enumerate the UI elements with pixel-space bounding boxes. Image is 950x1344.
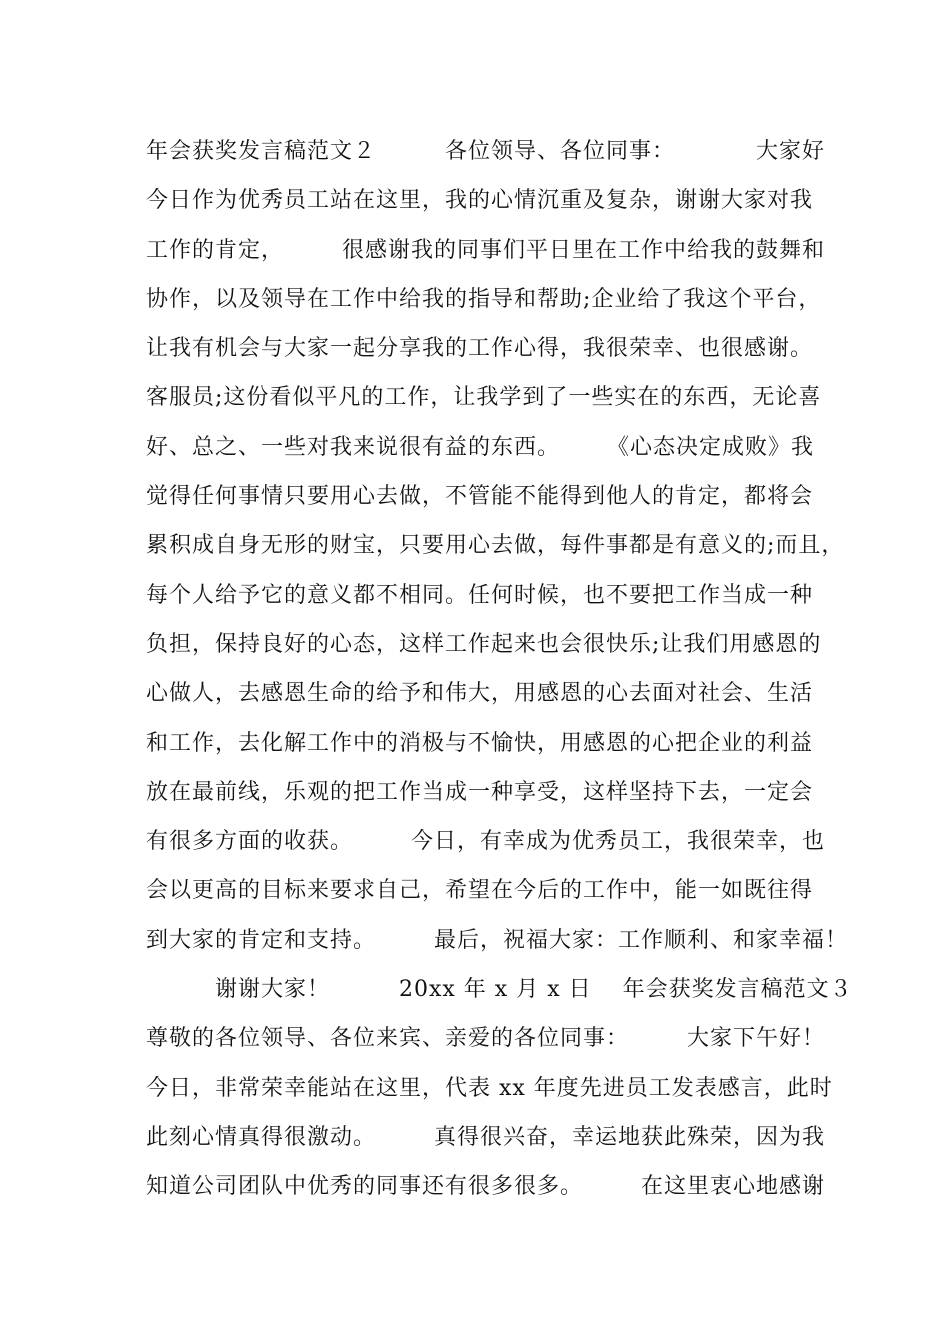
text-line: 放在最前线，乐观的把工作当成一种享受，这样坚持下去，一定会	[146, 779, 814, 805]
text-line: 累积成自身无形的财宝，只要用心去做，每件事都是有意义的;而且，	[146, 533, 845, 559]
text-line: 心做人，去感恩生命的给予和伟大，用感恩的心去面对社会、生活	[146, 681, 814, 707]
text-line: 谢谢大家！ 20xx 年 x 月 x 日 年会获奖发言稿范文３	[146, 977, 853, 1003]
text-line: 尊敬的各位领导、各位来宾、亲爱的各位同事： 大家下午好！	[146, 1026, 826, 1052]
text-line: 好、总之、一些对我来说很有益的东西。 《心态决定成败》我	[146, 434, 815, 460]
text-line: 此刻心情真得很激动。 真得很兴奋，幸运地获此殊荣，因为我	[146, 1124, 826, 1150]
text-line: 今日，非常荣幸能站在这里，代表 xx 年度先进员工发表感言，此时	[146, 1075, 833, 1101]
text-line: 负担，保持良好的心态，这样工作起来也会很快乐;让我们用感恩的	[146, 631, 822, 657]
text-line: 每个人给予它的意义都不相同。任何时候，也不要把工作当成一种	[146, 582, 814, 608]
document-body	[146, 132, 853, 1217]
text-line: 到大家的肯定和支持。 最后，祝福大家：工作顺利、和家幸福！	[146, 927, 849, 953]
text-line: 年会获奖发言稿范文２ 各位领导、各位同事： 大家好	[146, 139, 826, 164]
text-line: 今日作为优秀员工站在这里，我的心情沉重及复杂，谢谢大家对我	[146, 188, 814, 214]
text-line: 有很多方面的收获。 今日，有幸成为优秀员工，我很荣幸，也	[146, 829, 826, 855]
text-line: 和工作，去化解工作中的消极与不愉快，用感恩的心把企业的利益	[146, 730, 814, 756]
text-line: 客服员;这份看似平凡的工作，让我学到了一些实在的东西，无论喜	[146, 385, 822, 411]
text-line: 知道公司团队中优秀的同事还有很多很多。 在这里衷心地感谢	[146, 1174, 826, 1200]
text-line: 工作的肯定， 很感谢我的同事们平日里在工作中给我的鼓舞和	[146, 237, 826, 263]
text-line: 觉得任何事情只要用心去做，不管能不能得到他人的肯定，都将会	[146, 484, 814, 510]
text-line: 会以更高的目标来要求自己，希望在今后的工作中，能一如既往得	[146, 878, 814, 904]
text-line: 协作，以及领导在工作中给我的指导和帮助;企业给了我这个平台，	[146, 286, 822, 312]
text-line: 让我有机会与大家一起分享我的工作心得，我很荣幸、也很感谢。	[146, 336, 814, 362]
